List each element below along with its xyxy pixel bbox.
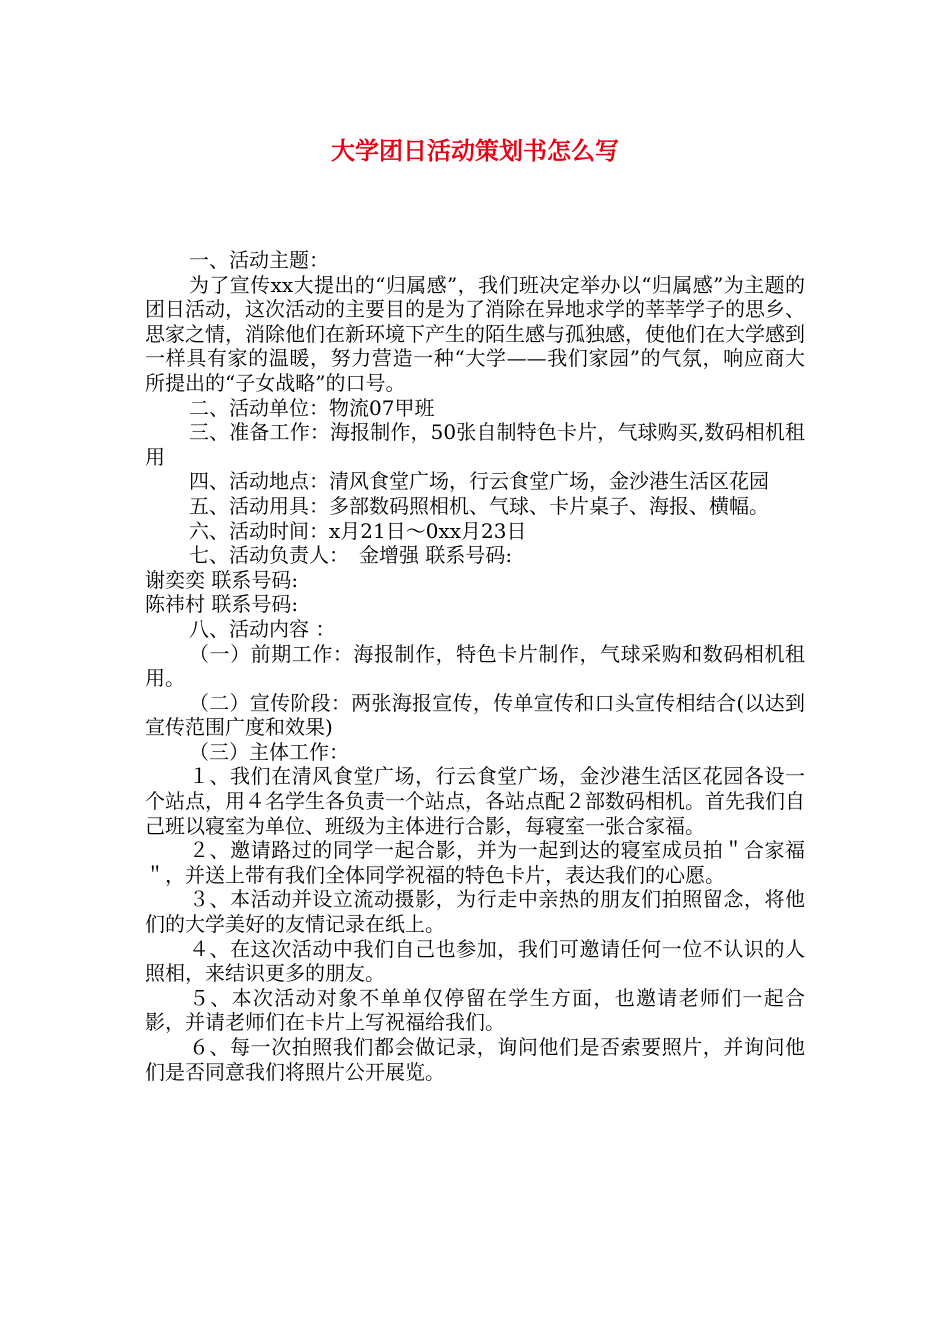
section-time: 六、活动时间：x月21日～0xx月23日 [189, 518, 527, 543]
section-content-heading: 八、活动内容 ： [189, 616, 336, 641]
main-work-item-4: ４、在这次活动中我们自己也参加，我们可邀请任何一位不认识的人照相，来结识更多的朋友。 [145, 936, 805, 986]
organizer-contact-2: 谢奕奕 联系号码: [145, 567, 299, 592]
document-body [145, 248, 805, 1084]
content-promotion-stage: （二）宣传阶段：两张海报宣传，传单宣传和口头宣传相结合(以达到宣传范围广度和效果) [145, 690, 805, 740]
main-work-item-2: ２、邀请路过的同学一起合影，并为一起到达的寝室成员拍＂合家福＂，并送上带有我们全体同学祝福的特色卡片，表达我们的心愿。 [145, 838, 805, 887]
document-title: 大学团日活动策划书怎么写 [331, 137, 619, 165]
content-main-work-heading: （三）主体工作： [189, 739, 349, 764]
section-supplies: 五、活动用具：多部数码照相机、气球、卡片桌子、海报、横幅。 [189, 493, 769, 518]
section-location: 四、活动地点：清风食堂广场，行云食堂广场，金沙港生活区花园 [189, 469, 769, 494]
content-preliminary-work: （一）前期工作：海报制作，特色卡片制作，气球采购和数码相机租用。 [145, 641, 805, 691]
paragraph-theme-description: 为了宣传xx大提出的“归属感”，我们班决定举办以“归属感”为主题的团日活动，这次活动的主要目的是为了消除在异地求学的莘莘学子的思乡、思家之情，消除他们在新环境下产生的陌生感与孤独感，使他们在大学感到一样具有家的温暖，努力营造一种“大学——我们家园”的气氛，响应商大所提出的“子女战略”的口号。 [145, 272, 805, 395]
section-organizer: 七、活动负责人： 金增强 联系号码: [189, 543, 513, 568]
main-work-item-6: ６、每一次拍照我们都会做记录，询问他们是否索要照片，并询问他们是否同意我们将照片公开展览。 [145, 1035, 805, 1084]
main-work-item-3: ３、本活动并设立流动摄影，为行走中亲热的朋友们拍照留念，将他们的大学美好的友情记录在纸上。 [145, 887, 805, 937]
main-work-item-5: ５、本次活动对象不单单仅停留在学生方面，也邀请老师们一起合影，并请老师们在卡片上写祝福给我们。 [145, 985, 805, 1035]
section-preparation: 三、准备工作：海报制作，50张自制特色卡片，气球购买,数码相机租用 [145, 420, 805, 469]
section-unit: 二、活动单位：物流07甲班 [189, 395, 435, 420]
organizer-contact-3: 陈祎村 联系号码: [145, 592, 299, 617]
section-heading-theme: 一、活动主题： [189, 248, 329, 272]
main-work-item-1: １、我们在清风食堂广场，行云食堂广场，金沙港生活区花园各设一个站点，用４名学生各负责一个站点，各站点配２部数码相机。首先我们自己班以寝室为单位、班级为主体进行合影，每寝室一张合家福。 [145, 764, 805, 838]
